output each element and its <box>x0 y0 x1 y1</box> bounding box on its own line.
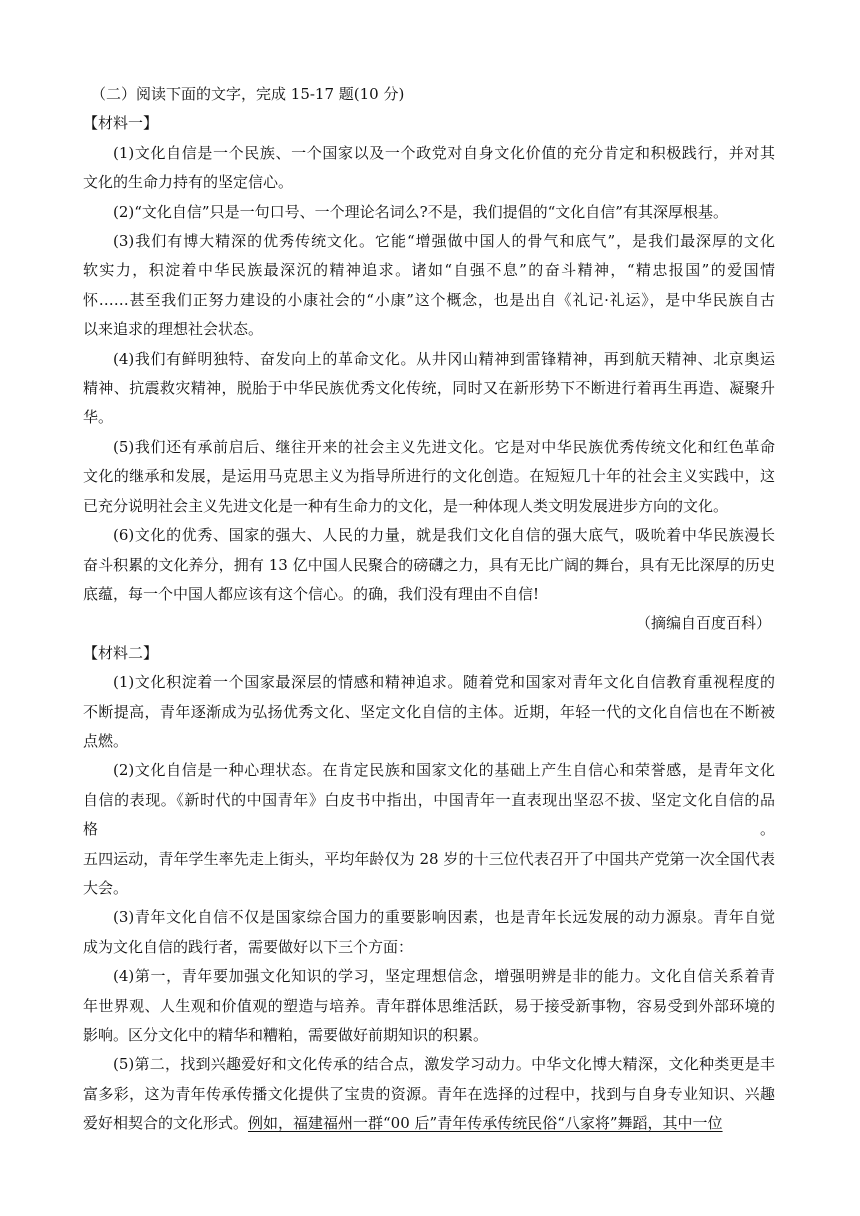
document-body <box>83 80 775 1139</box>
material2-paragraph-1: (1)文化积淀着一个国家最深层的情感和精神追求。随着党和国家对青年文化自信教育重视程度的 不断提高，青年逐渐成为弘扬优秀文化、坚定文化自信的主体。近期，年轻一代的文化自信也在不断被 点燃。 <box>83 673 775 750</box>
material1-paragraph-3: (3)我们有博大精深的优秀传统文化。它能“增强做中国人的骨气和底气”，是我们最深厚的文化 软实力，积淀着中华民族最深沉的精神追求。诸如“自强不息”的奋斗精神，“精忠报国”的爱国情 怀……甚至我们正努力建设的小康社会的“小康”这个概念，也是出自《礼记·礼运》，是中华民族自古 以来追求的理想社会状态。 <box>83 232 775 339</box>
material2-paragraph-2: (2)文化自信是一种心理状态。在肯定民族和国家文化的基础上产生自信心和荣誉感，是青年文化 自信的表现。《新时代的中国青年》白皮书中指出，中国青年一直表现出坚忍不拔、坚定文化自信的品格。 五四运动，青年学生率先走上街头，平均年龄仅为 28 岁的十三位代表召开了中国共产党第一次全国代表 大会。 <box>83 761 775 897</box>
material2-label: 【材料二】 <box>83 643 159 662</box>
material1-source: （摘编自百度百科） <box>635 614 771 633</box>
material1-paragraph-6: (6)文化的优秀、国家的强大、人民的力量，就是我们文化自信的强大底气，吸吮着中华民族漫长 奋斗积累的文化养分，拥有 13 亿中国人民聚合的磅礴之力，具有无比广阔的舞台，具有无比深厚的历史 底蕴，每一个中国人都应该有这个信心。的确，我们没有理由不自信! <box>83 526 775 603</box>
material2-paragraph-4: (4)第一，青年要加强文化知识的学习，坚定理想信念，增强明辨是非的能力。文化自信关系着青 年世界观、人生观和价值观的塑造与培养。青年群体思维活跃，易于接受新事物，容易受到外部环境的 影响。区分文化中的精华和糟粕，需要做好前期知识的积累。 <box>83 967 775 1044</box>
material2-paragraph-5: (5)第二，找到兴趣爱好和文化传承的结合点，激发学习动力。中华文化博大精深，文化种类更是丰 富多彩，这为青年传承传播文化提供了宝贵的资源。青年在选择的过程中，找到与自身专业知识、兴趣 爱好相契合的文化形式。例如，福建福州一群“00 后”青年传承传统民俗“八家将”舞蹈，其中一位 <box>83 1055 775 1133</box>
material1-paragraph-1: (1)文化自信是一个民族、一个国家以及一个政党对自身文化价值的充分肯定和积极践行，并对其 文化的生命力持有的坚定信心。 <box>83 143 775 192</box>
material1-paragraph-2: (2)“文化自信”只是一句口号、一个理论名词么?不是，我们提倡的“文化自信”有其深厚根基。 <box>113 202 728 221</box>
material1-paragraph-4: (4)我们有鲜明独特、奋发向上的革命文化。从井冈山精神到雷锋精神，再到航天精神、北京奥运 精神、抗震救灾精神，脱胎于中华民族优秀文化传统，同时又在新形势下不断进行着再生再造、凝聚升 华。 <box>83 349 775 427</box>
material1-paragraph-5: (5)我们还有承前启后、继往开来的社会主义先进文化。它是对中华民族优秀传统文化和红色革命 文化的继承和发展，是运用马克思主义为指导所进行的文化创造。在短短几十年的社会主义实践中，这 已充分说明社会主义先进文化是一种有生命力的文化，是一种体现人类文明发展进步方向的文化。 <box>83 437 775 515</box>
section-heading: （二）阅读下面的文字，完成 15-17 题(10 分) <box>91 85 405 103</box>
material2-paragraph-3: (3)青年文化自信不仅是国家综合国力的重要影响因素，也是青年长远发展的动力源泉。青年自觉 成为文化自信的践行者，需要做好以下三个方面： <box>83 908 775 956</box>
material1-label: 【材料一】 <box>83 114 159 133</box>
underlined-example-text: 例如，福建福州一群“00 后”青年传承传统民俗“八家将”舞蹈，其中一位 <box>248 1114 723 1133</box>
plain-text: 爱好相契合的文化形式。 <box>83 1114 249 1133</box>
